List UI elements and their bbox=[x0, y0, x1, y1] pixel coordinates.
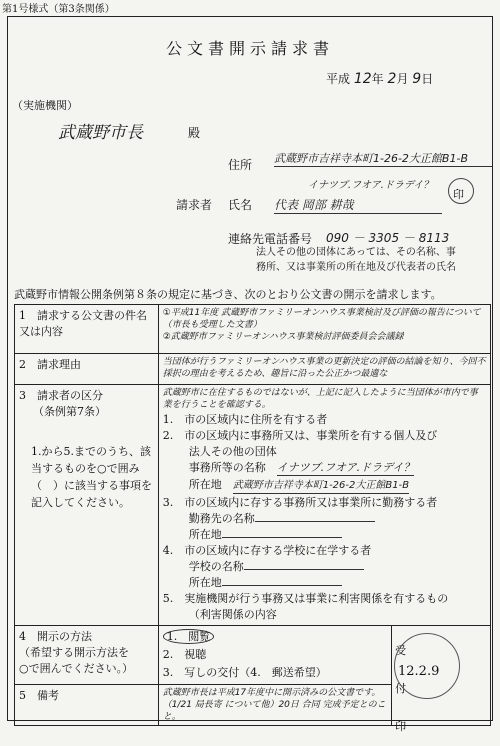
row-document bbox=[15, 305, 491, 354]
address-label: 住所 bbox=[228, 158, 253, 172]
year-suffix: 年 bbox=[371, 72, 384, 86]
method-options bbox=[158, 626, 391, 685]
office-location-label: 所在地 bbox=[188, 478, 222, 491]
office-name-value[interactable]: イナツブ.フオア.ドラデイ？ bbox=[276, 461, 415, 474]
instruction-line1: 1.から5.までのうち、該当するものを○で囲み bbox=[31, 445, 151, 475]
agency-handwritten: 武蔵野市長 bbox=[58, 123, 143, 143]
phone-value: 090 － 3305 － 8113 bbox=[326, 231, 450, 245]
row-label: 開示の方法 bbox=[37, 630, 92, 643]
school-location-label: 所在地 bbox=[188, 576, 222, 589]
corporate-note-line2: 務所、又は事業所の所在地及び代表者の氏名 bbox=[256, 262, 456, 273]
workplace-location-value[interactable] bbox=[222, 537, 342, 538]
year-value: 12 bbox=[353, 71, 372, 87]
month-suffix: 月 bbox=[396, 72, 409, 86]
phone-label: 連絡先電話番号 bbox=[228, 232, 313, 246]
school-location-value[interactable] bbox=[222, 585, 342, 586]
office-location-value[interactable]: 武蔵野市吉祥寺本町1-26-2大正館B1-B bbox=[233, 478, 409, 494]
row-sublabel: （条例第7条） bbox=[33, 405, 106, 418]
row-label: 請求理由 bbox=[37, 358, 81, 371]
method-option-listen[interactable]: 2. 視聴 bbox=[162, 648, 207, 661]
row-number: 5 bbox=[19, 689, 26, 702]
request-date bbox=[326, 70, 433, 87]
category-option-3[interactable]: 3. 市の区域内に存する事務所又は事業所に勤務する者 bbox=[162, 496, 438, 509]
row-category bbox=[15, 385, 491, 626]
honorific: 殿 bbox=[188, 126, 201, 140]
category-option-5[interactable]: 5. 実施機関が行う事務又は事業に利害関係を有するもの bbox=[162, 592, 449, 605]
category-option-2[interactable]: 2. 市の区域内に事務所又は、事業所を有する個人及び bbox=[162, 429, 438, 442]
category-option-2-sub: 法人その他の団体 bbox=[188, 445, 277, 458]
month-value: 2 bbox=[387, 71, 397, 87]
school-label: 学校の名称 bbox=[188, 560, 244, 573]
interest-content-label: （利害関係の内容 bbox=[188, 608, 277, 621]
receipt-label: 受付印 bbox=[395, 644, 407, 733]
form-id: 第1号様式（第3条関係） bbox=[2, 4, 115, 15]
row-number: 3 bbox=[19, 389, 26, 402]
row-label: 請求する公文書の件名又は内容 bbox=[19, 309, 147, 338]
impl-agency-label: （実施機関） bbox=[12, 99, 78, 112]
row-label: 備考 bbox=[37, 689, 59, 702]
workplace-value[interactable] bbox=[255, 521, 375, 522]
row-reason bbox=[15, 354, 491, 385]
request-statement: 武蔵野市情報公開条例第８条の規定に基づき、次のとおり公文書の開示を請求します。 bbox=[14, 288, 442, 301]
method-copy-text: 3. 写しの交付（4. 郵送希望） bbox=[162, 666, 327, 679]
workplace-location-label: 所在地 bbox=[188, 528, 222, 541]
office-name-label: 事務所等の名称 bbox=[188, 461, 266, 474]
method-instruction-1: （希望する開示方法を bbox=[19, 646, 129, 659]
corporate-note bbox=[256, 245, 456, 275]
address-value: 武蔵野市吉祥寺本町1-26-2大正館B1-B bbox=[274, 150, 492, 167]
row-number: 4 bbox=[19, 630, 26, 643]
method-option-view[interactable] bbox=[163, 628, 387, 646]
workplace-label: 勤務先の名称 bbox=[188, 512, 255, 525]
school-value[interactable] bbox=[244, 569, 364, 570]
method-option-copy[interactable] bbox=[163, 664, 387, 682]
document-name-field[interactable] bbox=[158, 305, 490, 354]
document-name-line1: ①平成11年度 武蔵野市ファミリーオンハウス事業検討及び評価の報告について（市長も受理した文書） bbox=[162, 308, 481, 330]
day-value: 9 bbox=[412, 71, 422, 87]
era-label: 平成 bbox=[326, 72, 351, 86]
instruction-line2: （ ）に該当する事項を記入してください。 bbox=[31, 479, 152, 509]
category-option-1[interactable]: 1. 市の区域内に住所を有する者 bbox=[162, 413, 328, 426]
category-options bbox=[158, 385, 490, 626]
category-note: 武蔵野市に在住するものではないが、上記に記入したように当団体が市内で事業を行うことを確認する。 bbox=[162, 388, 478, 410]
name-furigana: イナツブ.フオア.ドラデイ？ bbox=[308, 180, 434, 191]
row-number: 1 bbox=[19, 309, 26, 322]
category-option-4[interactable]: 4. 市の区域内に存する学校に在学する者 bbox=[162, 544, 372, 557]
reason-field[interactable]: 当団体が行うファミリーオンハウス事業の更新決定の評価の結論を知り、今回不採択の理由を考えるため、趣旨に沿った公正かつ最適な bbox=[158, 354, 490, 385]
page-title: 公文書開示請求書 bbox=[165, 39, 334, 58]
row-number: 2 bbox=[19, 358, 26, 371]
method-instruction-2: ○で囲んでください。） bbox=[19, 662, 134, 675]
corporate-note-line1: 法人その他の団体にあっては、その名称、事 bbox=[256, 247, 456, 258]
seal-label: 印 bbox=[453, 188, 464, 201]
day-suffix: 日 bbox=[421, 72, 434, 86]
row-label: 請求者の区分 bbox=[37, 389, 103, 402]
name-label: 氏名 bbox=[228, 198, 253, 212]
category-instruction bbox=[19, 443, 154, 511]
document-name-line2: ②武蔵野市ファミリーオンハウス事業検討評価委員会会議録 bbox=[162, 332, 404, 342]
receipt-stamp-date: 12.2.9 bbox=[398, 664, 440, 679]
remarks-field[interactable]: 武蔵野市長は平成17年度中に開示済みの公文書です。（1/21 局長寄 について他）20日 合同 完成予定とのこと。 bbox=[158, 685, 391, 726]
requester-label: 請求者 bbox=[176, 198, 213, 212]
method-view-text: 1. 閲覧 bbox=[163, 629, 215, 644]
name-value: 代表 岡部 耕哉 bbox=[274, 196, 442, 214]
